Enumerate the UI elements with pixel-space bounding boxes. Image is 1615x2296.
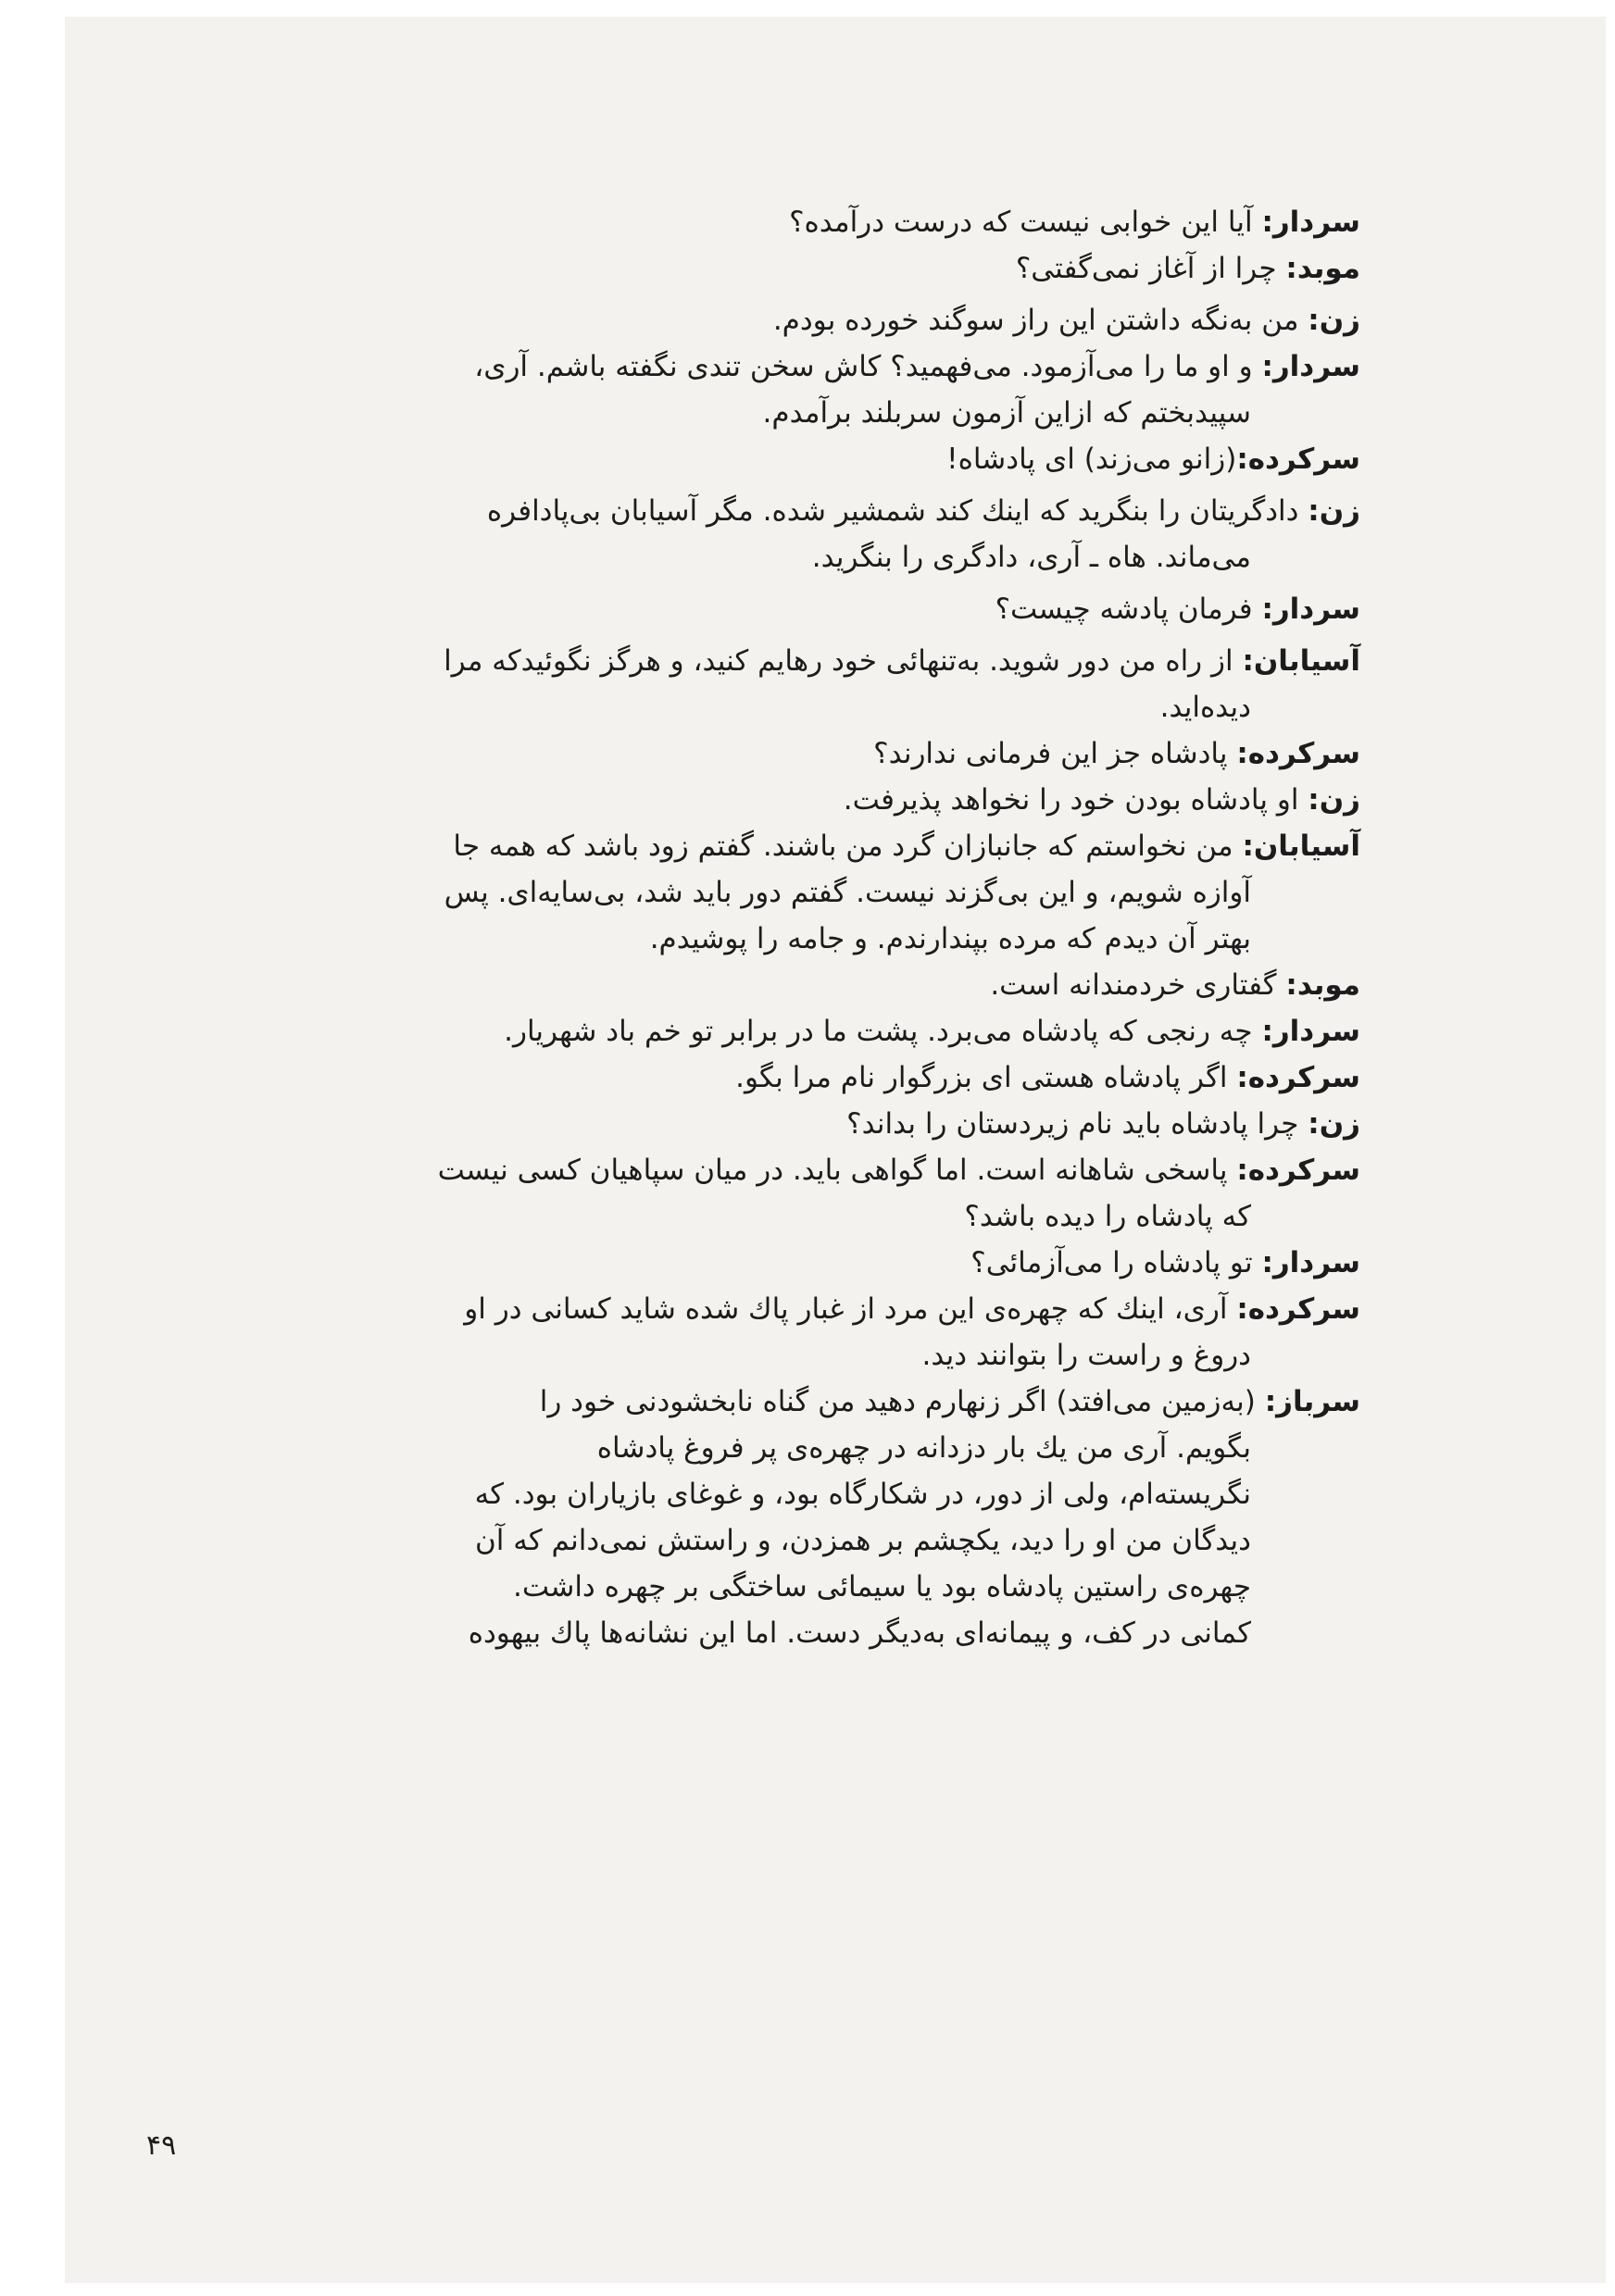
dialogue-line: آیا این خوابی نیست که درست درآمده؟ xyxy=(789,206,1253,239)
dialogue-line: از راه من دور شوید. به‌تنهائی خود رهایم کنید، و هرگز نگوئیدکه مرا xyxy=(444,644,1233,678)
dialogue-entry xyxy=(236,1008,1360,1054)
dialogue-line: چه رنجی که پادشاه می‌برد. پشت ما در برابر تو خم باد شهریار. xyxy=(504,1015,1253,1048)
dialogue-line: فرمان پادشه چیست؟ xyxy=(995,593,1253,626)
dialogue-entry xyxy=(236,343,1360,436)
dialogue-line: دیده‌اید. xyxy=(1159,691,1251,724)
dialogue-line: که پادشاه را دیده باشد؟ xyxy=(964,1200,1251,1233)
dialogue-line: دادگریتان را بنگرید که اینك کند شمشیر شده. مگر آسیابان بی‌پادافره xyxy=(486,494,1299,528)
speaker-label: آسیابان: xyxy=(1242,644,1360,678)
speaker-label: سردار: xyxy=(1261,350,1360,383)
speaker-label: موبد: xyxy=(1285,252,1360,285)
speaker-label: سرباز: xyxy=(1264,1385,1360,1418)
speaker-label: موبد: xyxy=(1285,968,1360,1002)
dialogue-line: کمانی در کف، و پیمانه‌ای به‌دیگر دست. اما این نشانه‌ها پاك بیهوده xyxy=(468,1616,1251,1650)
speaker-label: سرکرده: xyxy=(1236,443,1360,476)
speaker-label: زن: xyxy=(1308,783,1360,817)
speaker-label: زن: xyxy=(1308,494,1360,528)
dialogue-line: پادشاه جز این فرمانی ندارند؟ xyxy=(873,737,1228,770)
dialogue-line: دیدگان من او را دید، یکچشم بر همزدن، و راستش نمی‌دانم که آن xyxy=(475,1524,1251,1557)
speaker-label: سردار: xyxy=(1261,593,1360,626)
dialogue-line: و او ما را می‌آزمود. می‌فهمید؟ کاش سخن تندی نگفته باشم. آری، xyxy=(474,350,1253,383)
dialogue-line: چرا از آغاز نمی‌گفتی؟ xyxy=(1015,252,1277,285)
dialogue-line: دروغ و راست را بتوانند دید. xyxy=(921,1339,1251,1372)
speaker-label: سردار: xyxy=(1261,1246,1360,1279)
dialogue-line: چهره‌ی راستین پادشاه بود یا سیمائی ساختگی بر چهره داشت. xyxy=(513,1570,1251,1603)
dialogue-line: او پادشاه بودن خود را نخواهد پذیرفت. xyxy=(843,783,1299,817)
dialogue-line: (زانو می‌زند) ای پادشاه! xyxy=(946,443,1237,476)
dialogue-line: گفتاری خردمندانه است. xyxy=(990,968,1277,1002)
speaker-label: زن: xyxy=(1308,1107,1360,1141)
dialogue-line: آری، اینك که چهره‌ی این مرد از غبار پاك شده شاید کسانی در او xyxy=(464,1292,1228,1326)
dialogue-line: چرا پادشاه باید نام زیردستان را بداند؟ xyxy=(846,1107,1299,1141)
speaker-label: آسیابان: xyxy=(1242,830,1360,863)
speaker-label: سرکرده: xyxy=(1236,1154,1360,1187)
dialogue-line: تو پادشاه را می‌آزمائی؟ xyxy=(970,1246,1253,1279)
dialogue-line: بهتر آن دیدم که مرده بپندارندم. و جامه را پوشیدم. xyxy=(649,922,1251,955)
page-number: ۴۹ xyxy=(146,2129,177,2162)
dialogue-entry xyxy=(236,1054,1360,1101)
dialogue-line: آوازه شویم، و این بی‌گزند نیست. گفتم دور باید شد، بی‌سایه‌ای. پس xyxy=(444,876,1251,909)
dialogue-line: نگریسته‌ام، ولی از دور، در شکارگاه بود، و غوغای بازیاران بود. که xyxy=(474,1478,1251,1511)
speaker-label: سردار: xyxy=(1261,206,1360,239)
speaker-label: سرکرده: xyxy=(1236,737,1360,770)
dialogue-entry xyxy=(236,199,1360,245)
dialogue-entry xyxy=(236,730,1360,777)
dialogue-line: (به‌زمین می‌افتد) اگر زنهارم دهید من گناه نابخشودنی خود را xyxy=(539,1385,1256,1418)
page-text xyxy=(236,199,1360,1656)
dialogue-line: بگویم. آری من یك بار دزدانه در چهره‌ی پر فروغ پادشاه xyxy=(596,1431,1251,1465)
dialogue-line: سپیدبختم که ازاین آزمون سربلند برآمدم. xyxy=(762,396,1251,430)
speaker-label: زن: xyxy=(1308,304,1360,337)
dialogue-entry xyxy=(236,436,1360,482)
dialogue-entry xyxy=(236,586,1360,632)
speaker-label: سرکرده: xyxy=(1236,1292,1360,1326)
dialogue-entry xyxy=(236,1101,1360,1147)
dialogue-entry xyxy=(236,777,1360,823)
dialogue-line: اگر پادشاه هستی ای بزرگوار نام مرا بگو. xyxy=(735,1061,1228,1094)
dialogue-entry xyxy=(236,1147,1360,1240)
dialogue-entry xyxy=(236,962,1360,1008)
dialogue-line: من به‌نگه داشتن این راز سوگند خورده بودم. xyxy=(772,304,1299,337)
dialogue-line: من نخواستم که جانبازان گرد من باشند. گفتم زود باشد که همه جا xyxy=(453,830,1233,863)
dialogue-line: می‌ماند. هاه ـ آری، دادگری را بنگرید. xyxy=(811,541,1251,574)
speaker-label: سرکرده: xyxy=(1236,1061,1360,1094)
dialogue-entry xyxy=(236,1240,1360,1286)
dialogue-entry xyxy=(236,638,1360,730)
dialogue-entry xyxy=(236,1286,1360,1379)
speaker-label: سردار: xyxy=(1261,1015,1360,1048)
dialogue-entry xyxy=(236,297,1360,343)
dialogue-entry xyxy=(236,1379,1360,1656)
dialogue-entry xyxy=(236,488,1360,580)
dialogue-entry xyxy=(236,823,1360,962)
dialogue-entry xyxy=(236,245,1360,292)
dialogue-line: پاسخی شاهانه است. اما گواهی باید. در میان سپاهیان کسی نیست xyxy=(437,1154,1228,1187)
